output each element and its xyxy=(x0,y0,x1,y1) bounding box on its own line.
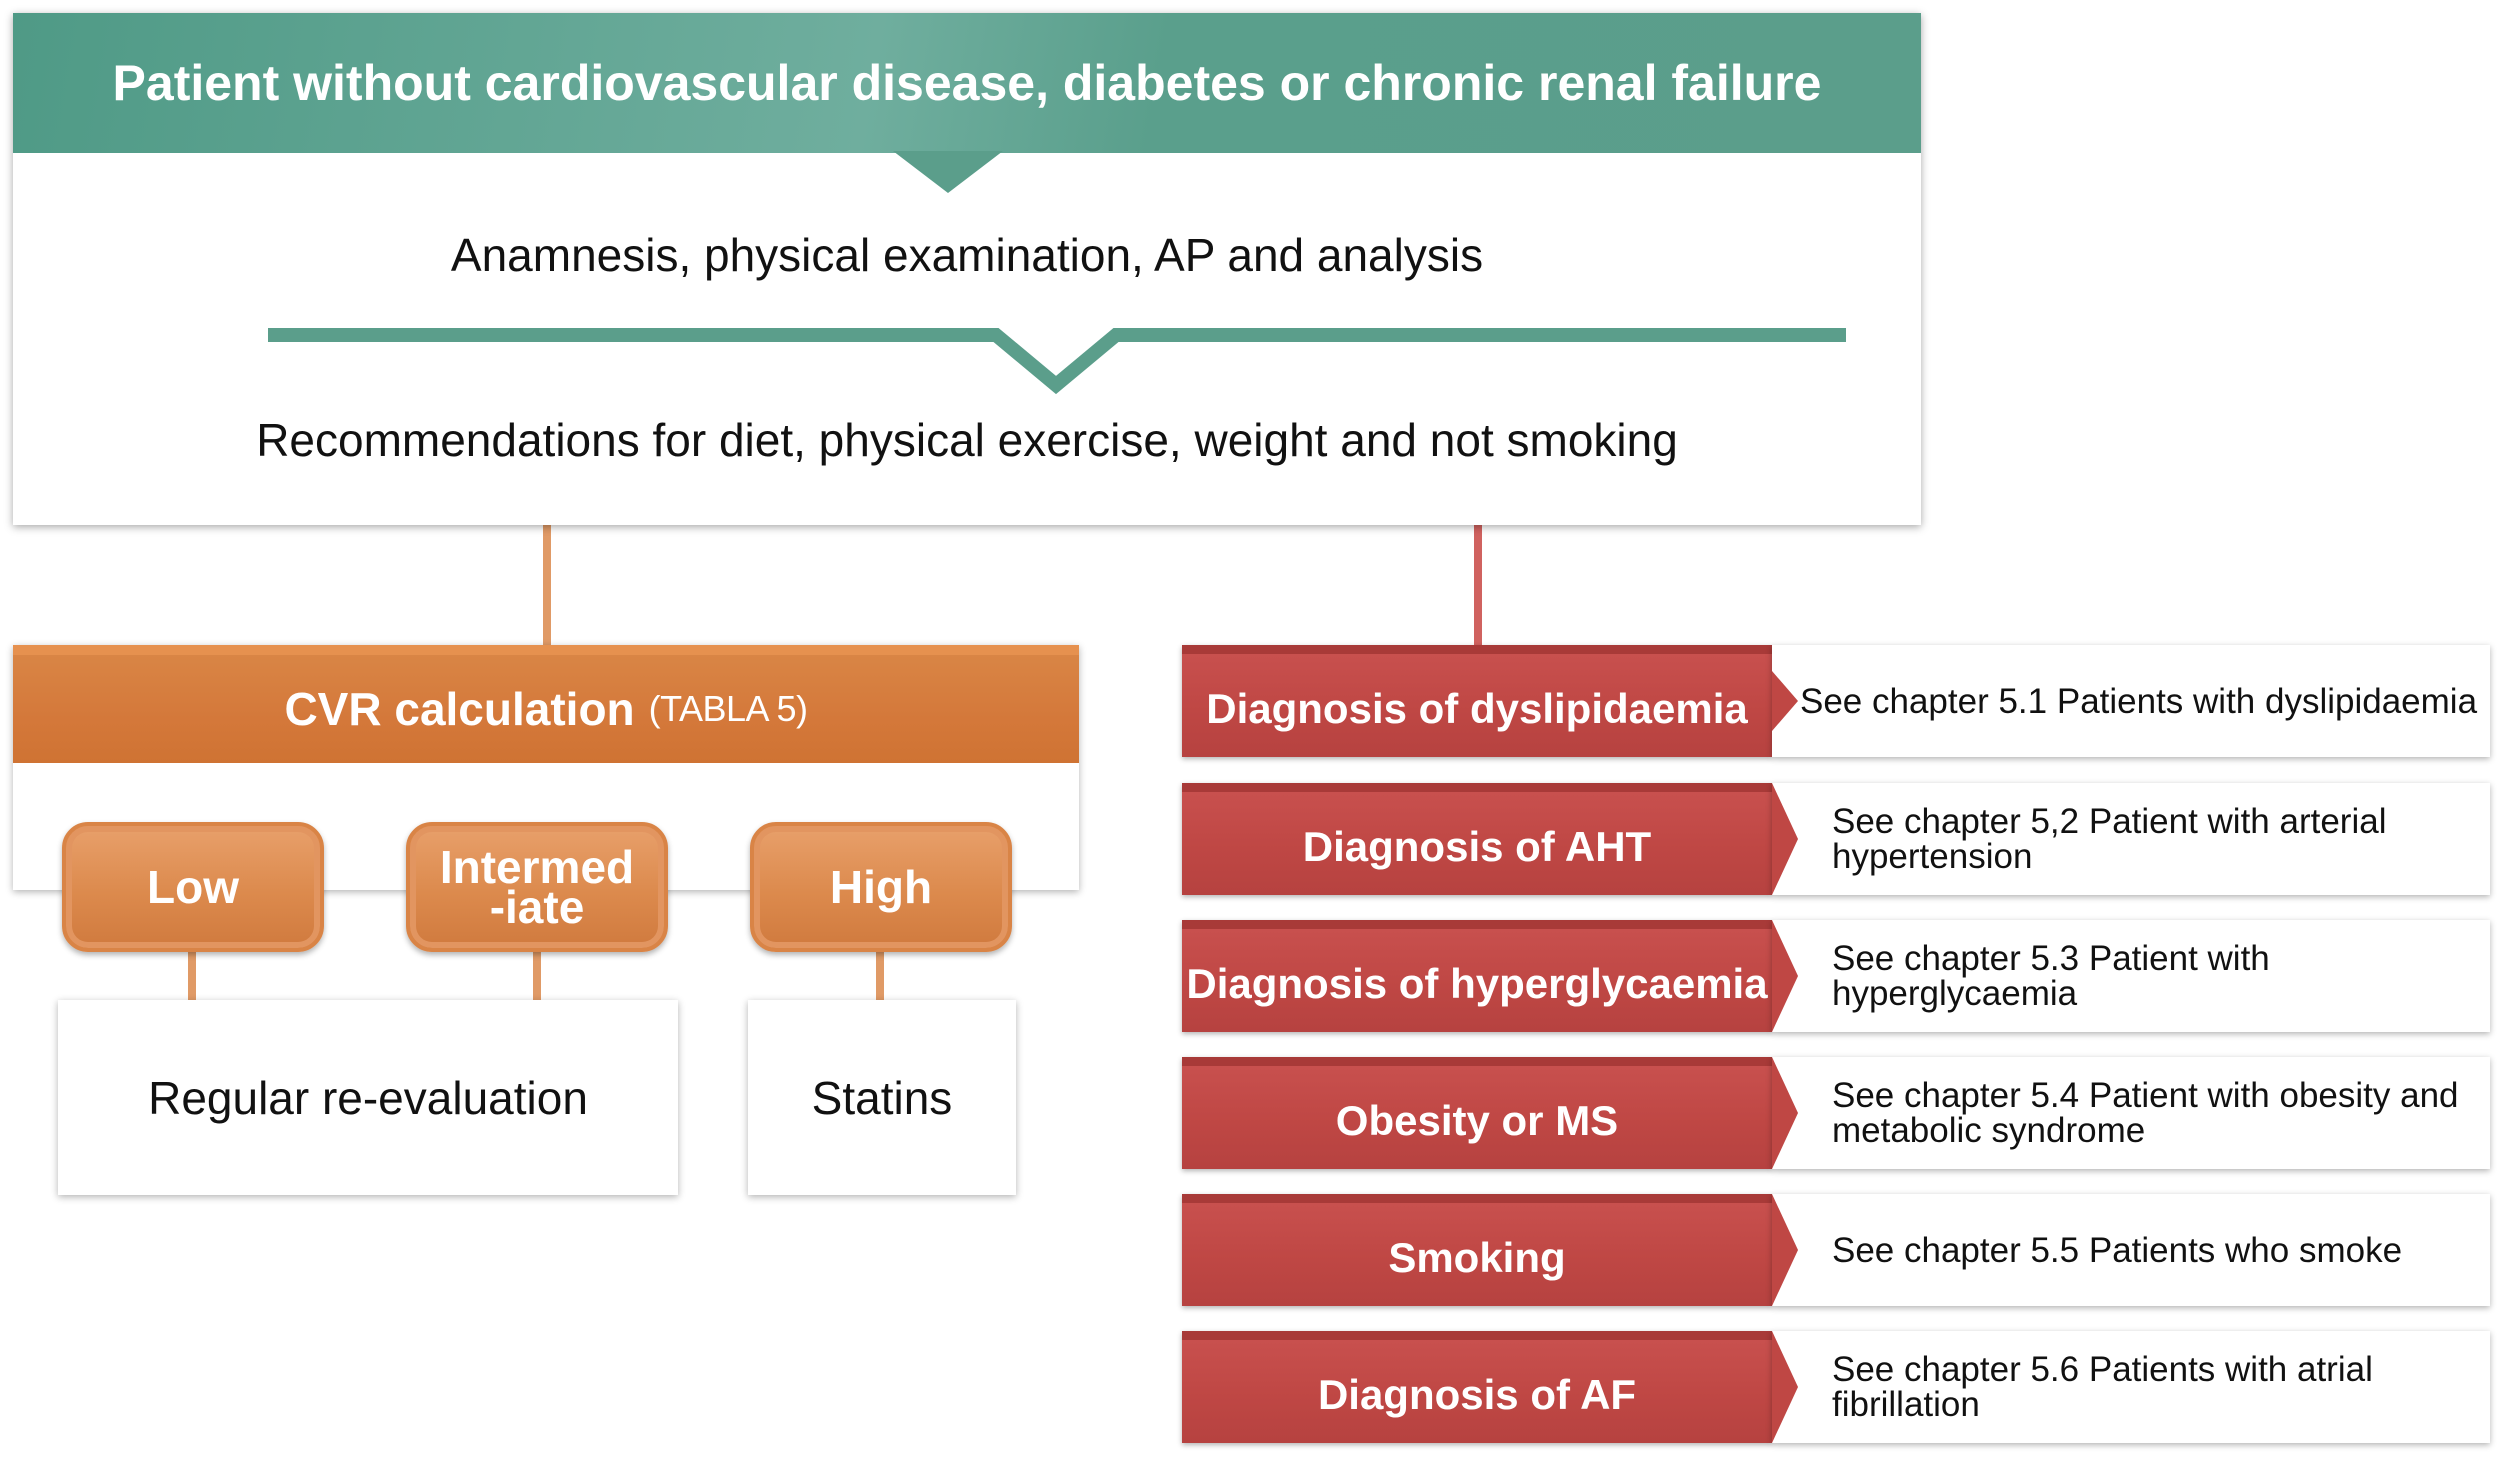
lifestyle-recommendations: Recommendations for diet, physical exercise, weight and not smoking xyxy=(256,414,1678,466)
cvr-table-reference: (TABLA 5) xyxy=(648,688,808,729)
risk-level-high xyxy=(750,822,1012,952)
risk-level-low-label: Low xyxy=(147,861,239,913)
risk-level-low xyxy=(62,822,324,952)
arrow-right-icon xyxy=(1772,920,1798,1032)
down-arrow-divider xyxy=(13,313,1921,403)
arrow-right-icon xyxy=(1772,1194,1798,1306)
chapter-reference: See chapter 5.1 Patients with dyslipidaemia xyxy=(1772,645,2490,757)
arrow-right-icon xyxy=(1772,783,1798,895)
risk-level-intermediate xyxy=(406,822,668,952)
arrow-right-icon xyxy=(1772,1057,1798,1169)
arrow-right-icon xyxy=(1772,671,1798,731)
cvr-calculation-header xyxy=(13,645,1079,763)
diagnosis-label: Diagnosis of AHT xyxy=(1182,783,1772,895)
diagnosis-label: Diagnosis of dyslipidaemia xyxy=(1182,645,1772,757)
risk-level-intermediate-label: Intermed-iate xyxy=(439,841,635,933)
chapter-reference: See chapter 5.6 Patients with atrial fibrillation xyxy=(1772,1331,2490,1443)
assessment-step: Anamnesis, physical examination, AP and analysis xyxy=(450,229,1484,281)
diagnosis-row xyxy=(1182,920,2490,1032)
chapter-reference: See chapter 5.3 Patient with hyperglycaemia xyxy=(1772,920,2490,1032)
regular-reevaluation-label: Regular re-evaluation xyxy=(148,1071,588,1124)
statins-label: Statins xyxy=(811,1071,953,1124)
chapter-reference: See chapter 5,2 Patient with arterial hypertension xyxy=(1772,783,2490,895)
diagnosis-row xyxy=(1182,783,2490,895)
statins-box xyxy=(748,1000,1016,1195)
arrow-right-icon xyxy=(1772,1331,1798,1443)
header-arrow-notch xyxy=(893,151,1003,193)
regular-reevaluation-box xyxy=(58,1000,678,1195)
chapter-reference: See chapter 5.5 Patients who smoke xyxy=(1772,1194,2490,1306)
diagnosis-label: Obesity or MS xyxy=(1182,1057,1772,1169)
patient-profile-header xyxy=(13,13,1921,153)
diagnosis-row xyxy=(1182,1057,2490,1169)
diagnosis-label: Smoking xyxy=(1182,1194,1772,1306)
initial-assessment-box xyxy=(13,13,1921,525)
chapter-reference: See chapter 5.4 Patient with obesity and metabolic syndrome xyxy=(1772,1057,2490,1169)
diagnosis-row xyxy=(1182,645,2490,757)
diagnosis-row xyxy=(1182,1194,2490,1306)
diagnosis-row xyxy=(1182,1331,2490,1443)
risk-level-high-label: High xyxy=(829,861,933,913)
diagnosis-label: Diagnosis of AF xyxy=(1182,1331,1772,1443)
patient-profile-title: Patient without cardiovascular disease, diabetes or chronic renal failure xyxy=(112,55,1822,111)
cvr-calculation-title: CVR calculation xyxy=(284,683,635,735)
diagnosis-label: Diagnosis of hyperglycaemia xyxy=(1182,920,1772,1032)
